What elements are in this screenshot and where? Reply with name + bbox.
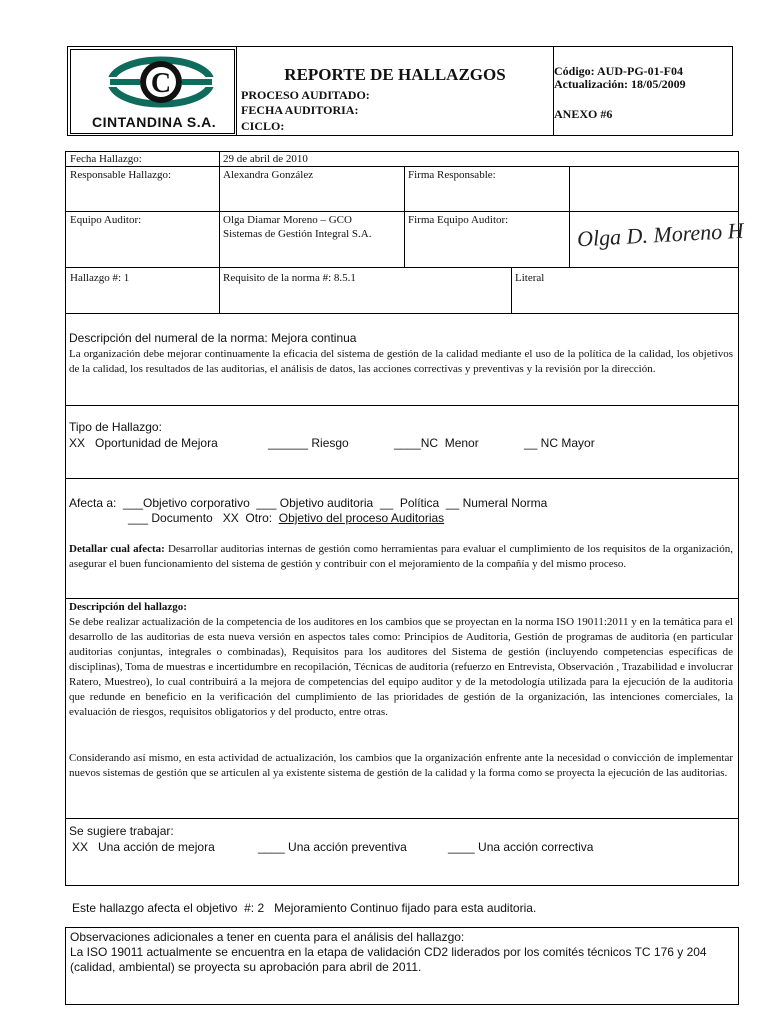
requisito-norma: Requisito de la norma #: 8.5.1 (223, 272, 356, 284)
observaciones-title: Observaciones adicionales a tener en cuenta para el análisis del hallazgo: (70, 930, 465, 944)
sugiere-mejora: XX Una acción de mejora (72, 840, 215, 854)
sugiere-title: Se sugiere trabajar: (69, 824, 174, 838)
hallazgo-desc-p1: Se debe realizar actualización de la competencia de los auditores en los cambios que se proyectan en la norma ISO 19011:2011 y en la temática para el desarrollo de las auditorias de esta nueva versión en aspectos tales como: Principios de Auditoria, Gestión de programas de auditoria (en particular auditorias conjuntas, integrales o combinadas), Requisitos para los auditores del Sistema de gestión (incluyendo competencias específicas de disciplinas), Toma de muestras e incertidumbre en recopilación, Técnicas de auditoria (refuerzo en Entrevista, Observación , Trazabilidad e involucrar Ratero, Muestreo), lo cual contribuirá a la mejora de competencias del equipo auditor y de la metodología utilizada para la ejecución de la auditoria que redunde en beneficio en la verificación del cumplimiento de las prioridades de gestión de la organización, las intenciones comerciales, la evaluación de riesgos, requisitos obligatorios y del producto, entre otras. (69, 616, 733, 718)
firma-responsable-label: Firma Responsable: (408, 169, 496, 181)
equipo-auditor-value-2: Sistemas de Gestión Integral S.A. (223, 228, 372, 240)
hallazgo-desc-p2: Considerando así mismo, en esta actividad de actualización, los cambios que la organización enfrente ante la necesidad o convicción de implementar nuevos sistemas de gestión que se articulen al ya existente sistema de gestión de la calidad y la forma como se proyecta la ejecución de las auditorias. (69, 752, 733, 779)
equipo-auditor-label: Equipo Auditor: (70, 214, 142, 226)
detallar-text: Desarrollar auditorias internas de gestión como herramientas para evaluar el cumplimiento de los requisitos de la organización, asegurar el buen funcionamiento del sistema de gestión y contribuir con el mejoramiento de la compañía y del mismo proceso. (69, 543, 733, 570)
sugiere-preventiva: ____ Una acción preventiva (258, 840, 407, 854)
detallar-afecta (69, 542, 733, 571)
numeral-text: La organización debe mejorar continuamente la eficacia del sistema de gestión de la calidad mediante el uso de la política de la calidad, los objetivos de la calidad, los resultados de las auditorias, el análisis de datos, las acciones correctivas y preventivas y la revisión por la dirección. (69, 348, 733, 375)
literal-label: Literal (515, 272, 545, 284)
auditor-signature: Olga D. Moreno H (576, 217, 745, 252)
tipo-title: Tipo de Hallazgo: (69, 420, 162, 434)
responsable-value: Alexandra González (223, 169, 314, 181)
proceso-label: PROCESO AUDITADO: (241, 88, 370, 102)
anexo-label: ANEXO #6 (554, 107, 613, 121)
numeral-title: Descripción del numeral de la norma: Mejora continua (69, 331, 357, 345)
fecha-hallazgo-value: 29 de abril de 2010 (223, 153, 308, 165)
fecha-hallazgo-label: Fecha Hallazgo: (70, 153, 142, 165)
tipo-oportunidad-mejora: XX Oportunidad de Mejora (69, 436, 218, 450)
ciclo-label: CICLO: (241, 119, 285, 133)
sugiere-correctiva: ____ Una acción correctiva (448, 840, 594, 854)
tipo-nc-menor: ____NC Menor (394, 436, 479, 450)
company-name: CINTANDINA S.A. (92, 114, 217, 130)
tipo-riesgo: ______ Riesgo (268, 436, 349, 450)
fecha-auditoria-label: FECHA AUDITORIA: (241, 103, 359, 117)
hallazgo-desc-title: Descripción del hallazgo: (69, 601, 187, 613)
afecta-otro-value: Objetivo del proceso Auditorias (278, 511, 445, 525)
detallar-label: Detallar cual afecta: (69, 543, 165, 555)
company-logo (108, 54, 214, 110)
afecta-line-2-prefix: ___ Documento XX Otro: (128, 511, 279, 525)
actualizacion-label: Actualización: 18/05/2009 (554, 77, 686, 91)
report-title: REPORTE DE HALLAZGOS (284, 65, 506, 84)
observaciones-text: La ISO 19011 actualmente se encuentra en la etapa de validación CD2 liderados por los comités técnicos TC 176 y 204 (calidad, ambiental) se proyecta su aprobación para abril de 2011. (70, 945, 707, 974)
firma-equipo-label: Firma Equipo Auditor: (408, 214, 509, 226)
responsable-label: Responsable Hallazgo: (70, 169, 172, 181)
afecta-line-1: Afecta a: ___Objetivo corporativo ___ Objetivo auditoria __ Política __ Numeral Norma (69, 496, 548, 510)
equipo-auditor-value-1: Olga Diamar Moreno – GCO (223, 214, 352, 226)
afecta-line-2 (128, 511, 444, 525)
objetivo-line: Este hallazgo afecta el objetivo #: 2 Mejoramiento Continuo fijado para esta auditoria. (72, 901, 537, 915)
hallazgo-number: Hallazgo #: 1 (70, 272, 130, 284)
codigo-label: Código: AUD-PG-01-F04 (554, 64, 683, 78)
tipo-nc-mayor: __ NC Mayor (524, 436, 595, 450)
svg-text:C: C (150, 68, 172, 99)
